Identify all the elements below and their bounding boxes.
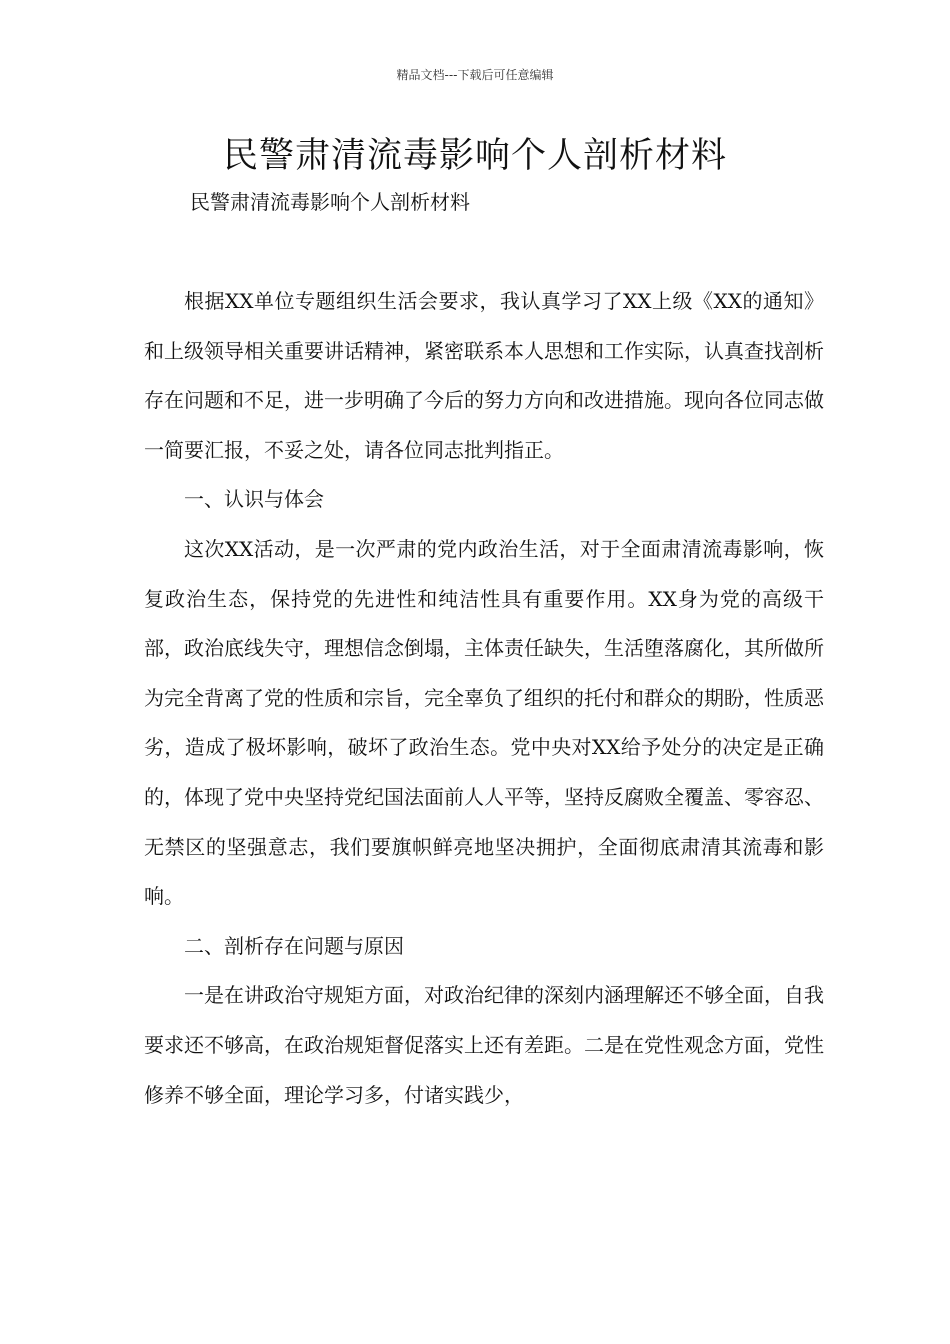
document-body [144, 277, 824, 1120]
document-title: 民警肃清流毒影响个人剖析材料 [222, 136, 727, 176]
paragraph-understanding: 这次XX活动，是一次严肃的党内政治生活，对于全面肃清流毒影响，恢复政治生态，保持党的先进性和纯洁性具有重要作用。XX身为党的高级干部，政治底线失守，理想信念倒塌，主体责任缺失，生活堕落腐化，其所做所为完全背离了党的性质和宗旨，完全辜负了组织的托付和群众的期盼，性质恶劣，造成了极坏影响，破坏了政治生态。党中央对XX给予处分的决定是正确的，体现了党中央坚持党纪国法面前人人平等，坚持反腐败全覆盖、零容忍、无禁区的坚强意志，我们要旗帜鲜亮地坚决拥护，全面彻底肃清其流毒和影响。 [144, 536, 824, 909]
paragraph-problems: 一是在讲政治守规矩方面，对政治纪律的深刻内涵理解还不够全面，自我要求还不够高，在政治规矩督促落实上还有差距。二是在党性观念方面，党性修养不够全面，理论学习多，付诸实践少， [144, 983, 824, 1107]
section-heading-2: 二、剖析存在问题与原因 [184, 933, 404, 958]
document-subtitle: 民警肃清流毒影响个人剖析材料 [190, 190, 470, 214]
paragraph-intro: 根据XX单位专题组织生活会要求，我认真学习了XX上级《XX的通知》和上级领导相关重要讲话精神，紧密联系本人思想和工作实际，认真查找剖析存在问题和不足，进一步明确了今后的努力方向和改进措施。现向各位同志做一简要汇报，不妥之处，请各位同志批判指正。 [144, 289, 824, 462]
section-heading-1: 一、认识与体会 [184, 487, 324, 512]
header-note: 精品文档---下载后可任意编辑 [396, 68, 554, 82]
